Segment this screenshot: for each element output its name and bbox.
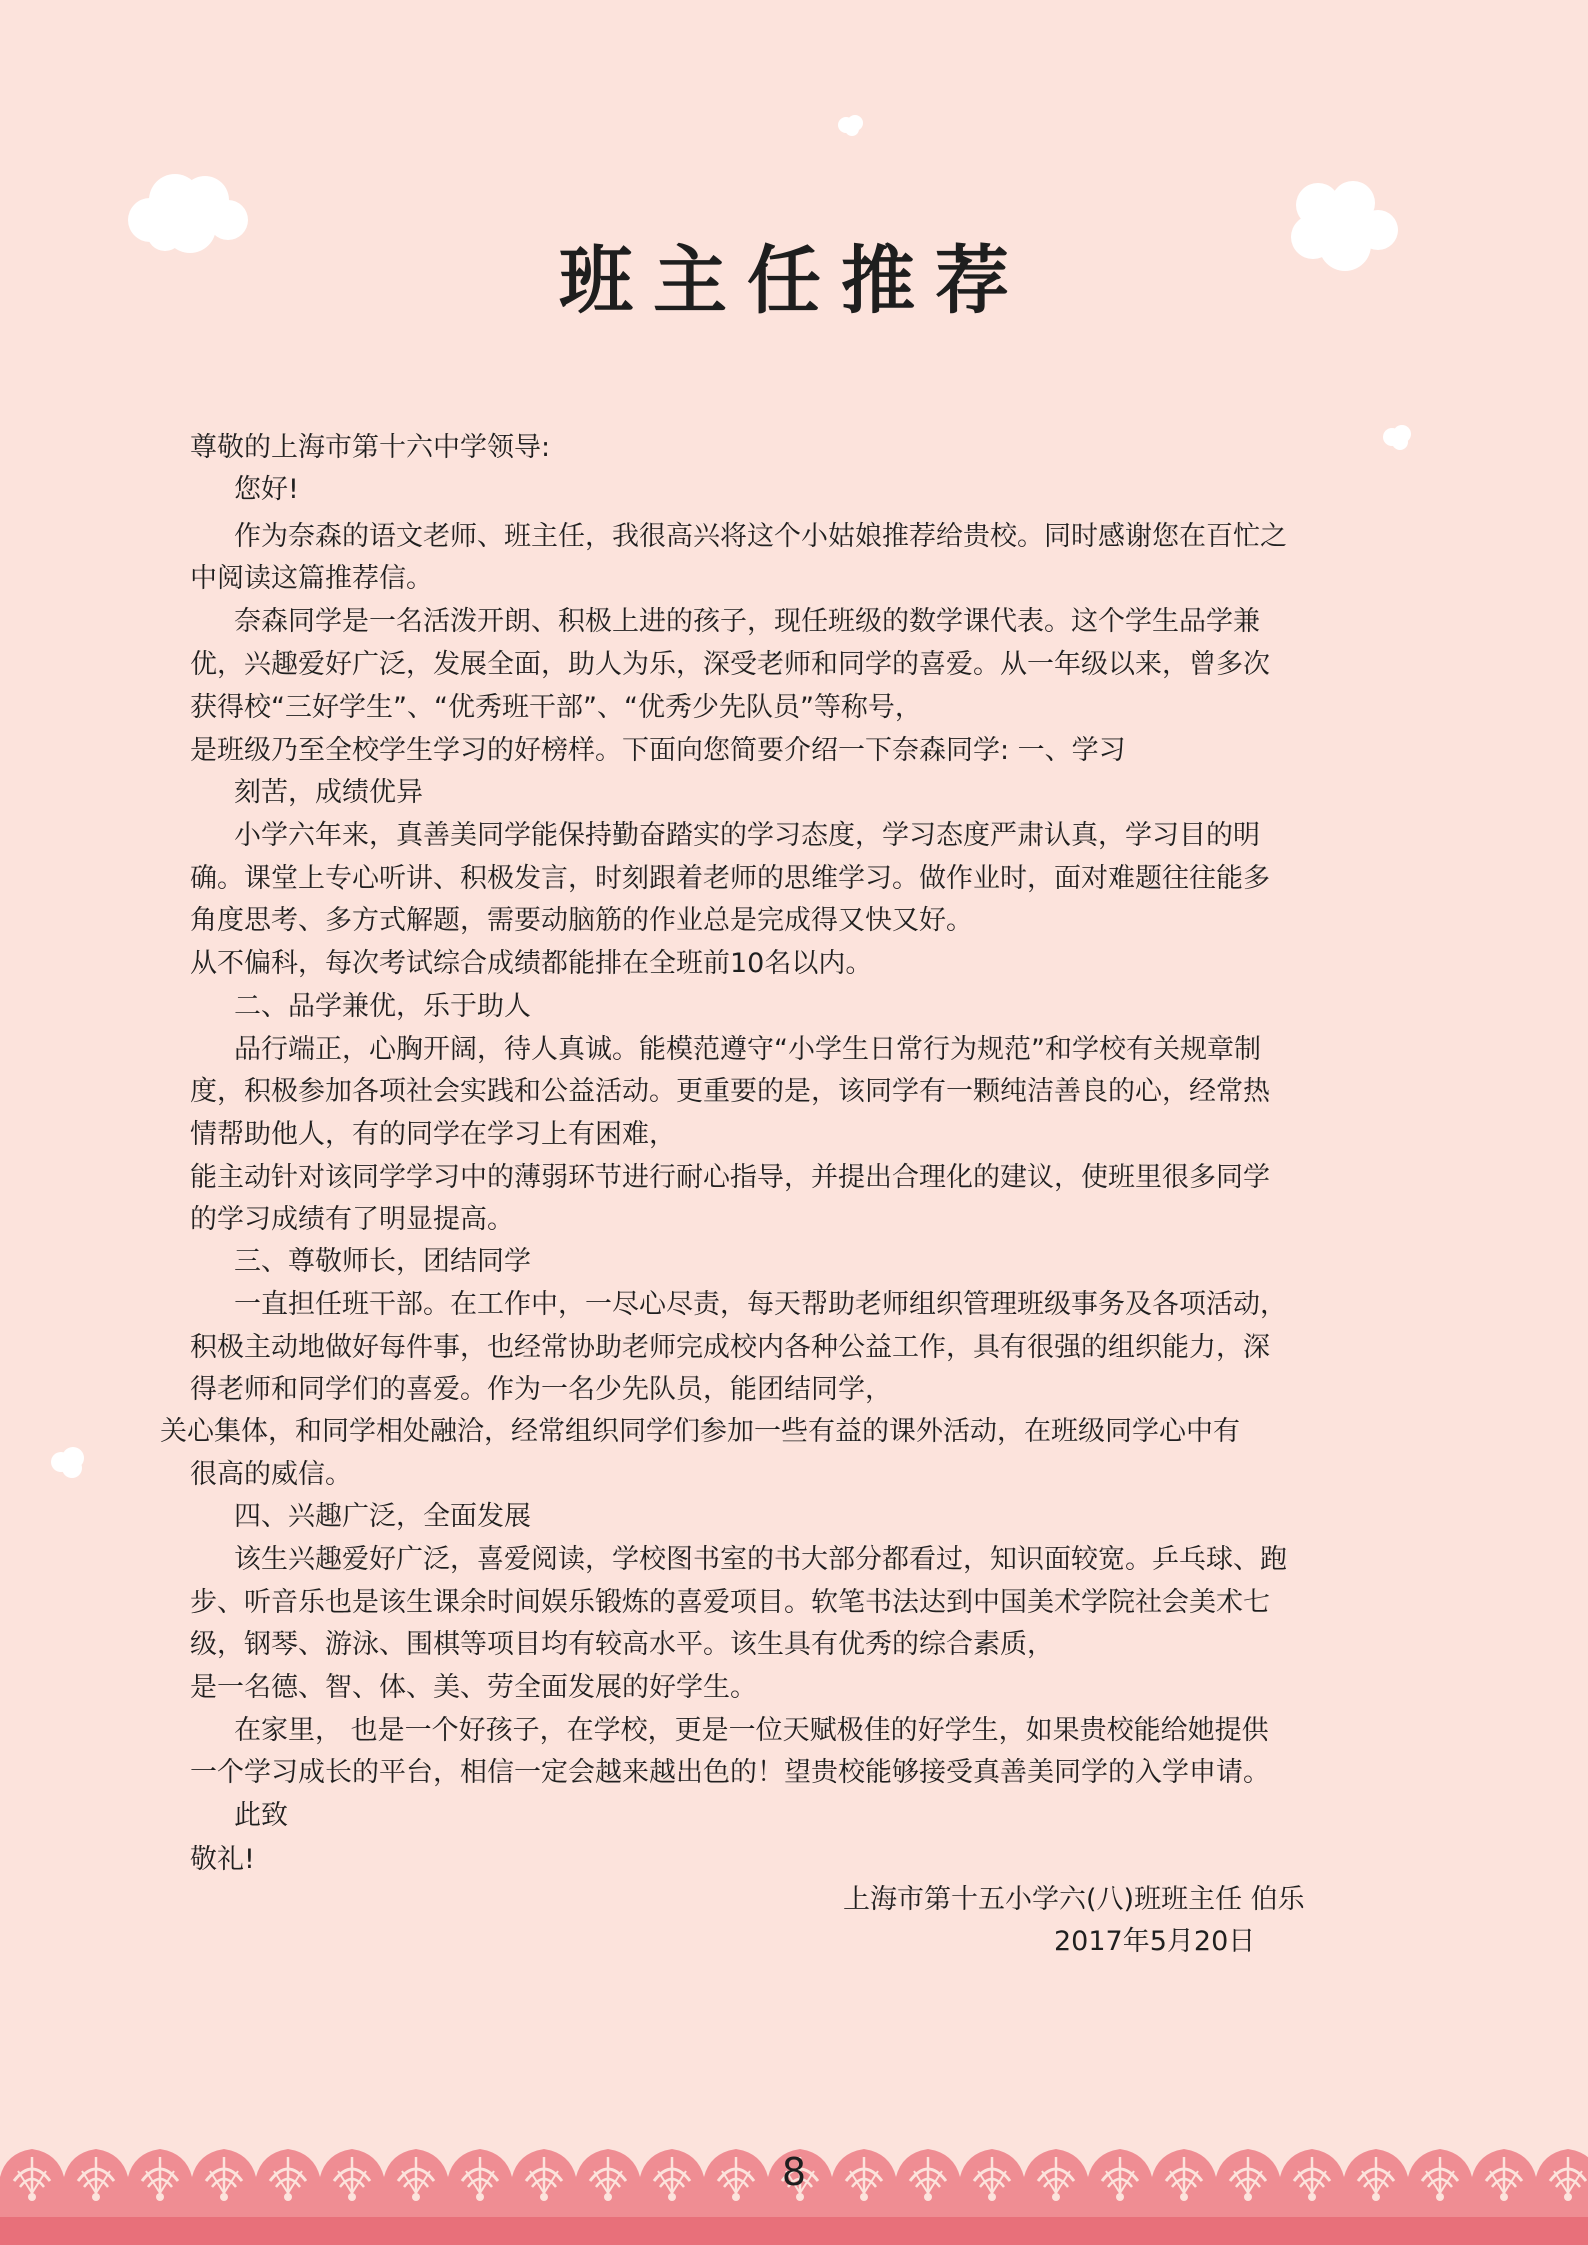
- page-number: 8: [781, 2150, 807, 2194]
- letter-line: 小学六年来，真善美同学能保持勤奋踏实的学习态度，学习态度严肃认真，学习目的明: [234, 820, 1260, 851]
- letter-line: 优，兴趣爱好广泛，发展全面，助人为乐，深受老师和同学的喜爱。从一年级以来，曾多次: [190, 649, 1270, 680]
- letter-line: 确。课堂上专心听讲、积极发言，时刻跟着老师的思维学习。做作业时，面对难题往往能多: [190, 863, 1270, 894]
- cloud-small-top-icon: [836, 113, 866, 137]
- letter-line: 得老师和同学们的喜爱。作为一名少先队员，能团结同学，: [190, 1374, 892, 1405]
- letter-line: 步、听音乐也是该生课余时间娱乐锻炼的喜爱项目。软笔书法达到中国美术学院社会美术七: [190, 1587, 1270, 1618]
- page-title: 班主任推荐: [559, 238, 1029, 324]
- letter-line: 作为奈森的语文老师、班主任，我很高兴将这个小姑娘推荐给贵校。同时感谢您在百忙之: [234, 521, 1287, 552]
- letter-closing: 敬礼!: [190, 1844, 255, 1875]
- letter-line: 是一名德、智、体、美、劳全面发展的好学生。: [190, 1672, 757, 1703]
- letter-line: 此致: [234, 1800, 288, 1831]
- letter-signature: 上海市第十五小学六(八)班班主任 伯乐: [843, 1884, 1305, 1915]
- cloud-small-left-icon: [48, 1445, 90, 1479]
- letter-date: 2017年5月20日: [1054, 1926, 1256, 1957]
- letter-line: 刻苦，成绩优异: [234, 777, 423, 808]
- letter-line: 很高的威信。: [190, 1459, 352, 1490]
- section-heading: 二、品学兼优，乐于助人: [234, 991, 531, 1022]
- letter-line: 级，钢琴、游泳、围棋等项目均有较高水平。该生具有优秀的综合素质，: [190, 1629, 1054, 1660]
- letter-line: 能主动针对该同学学习中的薄弱环节进行耐心指导，并提出合理化的建议，使班里很多同学: [190, 1162, 1270, 1193]
- letter-line: 度，积极参加各项社会实践和公益活动。更重要的是，该同学有一颗纯洁善良的心，经常热: [190, 1076, 1270, 1107]
- letter-line: 一个学习成长的平台，相信一定会越来越出色的！望贵校能够接受真善美同学的入学申请。: [190, 1757, 1270, 1788]
- section-heading: 三、尊敬师长，团结同学: [234, 1246, 531, 1277]
- letter-line: 一直担任班干部。在工作中，一尽心尽责，每天帮助老师组织管理班级事务及各项活动，: [234, 1289, 1287, 1320]
- letter-line: 关心集体，和同学相处融洽，经常组织同学们参加一些有益的课外活动，在班级同学心中有: [160, 1416, 1240, 1447]
- letter-line: 的学习成绩有了明显提高。: [190, 1204, 514, 1235]
- letter-line: 情帮助他人，有的同学在学习上有困难，: [190, 1119, 676, 1150]
- letter-salutation: 尊敬的上海市第十六中学领导:: [190, 432, 551, 463]
- letter-line: 从不偏科，每次考试综合成绩都能排在全班前10名以内。: [190, 948, 873, 979]
- letter-line: 积极主动地做好每件事，也经常协助老师完成校内各种公益工作，具有很强的组织能力，深: [190, 1332, 1270, 1363]
- letter-line: 角度思考、多方式解题，需要动脑筋的作业总是完成得又快又好。: [190, 905, 973, 936]
- letter-line: 该生兴趣爱好广泛，喜爱阅读，学校图书室的书大部分都看过，知识面较宽。乒乓球、跑: [234, 1544, 1287, 1575]
- section-heading: 四、兴趣广泛，全面发展: [234, 1501, 531, 1532]
- letter-line: 在家里， 也是一个好孩子，在学校，更是一位天赋极佳的好学生，如果贵校能给她提供: [234, 1715, 1269, 1746]
- letter-line: 是班级乃至全校学生学习的好榜样。下面向您简要介绍一下奈森同学: 一、学习: [190, 735, 1126, 766]
- letter-greeting: 您好!: [234, 474, 299, 505]
- letter-line: 获得校“三好学生”、“优秀班干部”、“优秀少先队员”等称号，: [190, 692, 922, 723]
- letter-line: 品行端正，心胸开阔，待人真诚。能模范遵守“小学生日常行为规范”和学校有关规章制: [234, 1034, 1261, 1065]
- letter-line: 奈森同学是一名活泼开朗、积极上进的孩子，现任班级的数学课代表。这个学生品学兼: [234, 606, 1260, 637]
- letter-line: 中阅读这篇推荐信。: [190, 563, 433, 594]
